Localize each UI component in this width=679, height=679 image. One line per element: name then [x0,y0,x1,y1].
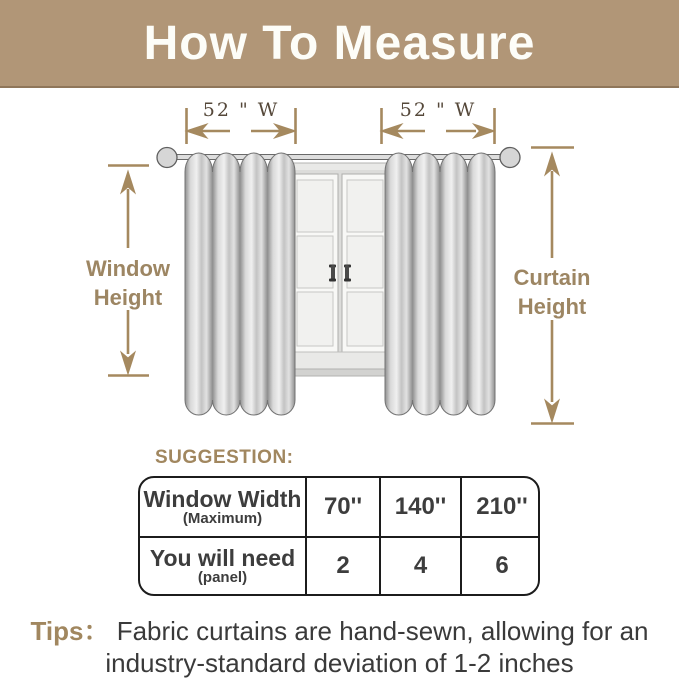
table-row-header [140,478,305,536]
window-sill [281,369,399,376]
tips-text: Fabric curtains are hand-sewn, allowing for an industry-standard deviation of 1-2 inches [105,616,649,678]
header-bar [0,0,679,88]
table-cell [305,478,379,536]
row-subtitle: (panel) [197,568,248,586]
rod-finial-left [157,148,177,168]
panel-width-label-right: 52 " W [399,99,477,121]
window [281,163,399,376]
tips-label: Tips： [30,616,110,646]
curtain-panel-right [385,153,495,415]
cell-value: 4 [413,552,428,579]
window-pane [297,236,333,288]
panel-width-label-left: 52 " W [202,99,280,121]
cell-value: 210'' [476,493,528,520]
cell-value: 6 [495,552,509,579]
table-cell [460,478,540,536]
rod-finial-right [500,148,520,168]
curtain-height-label: Curtain Height [513,265,591,319]
page-title: How To Measure [143,16,536,70]
window-pane [297,180,333,232]
measure-diagram [0,88,679,438]
row-title: Window Width [143,485,302,512]
arrow-right-icon [474,124,495,138]
table-cell [379,478,460,536]
suggestion-heading: SUGGESTION: [155,447,294,468]
arrow-down-icon [121,352,135,374]
window-pane [347,236,383,288]
suggestion-section [138,447,540,596]
table-row-header [140,536,305,594]
table-cell [379,536,460,594]
table-cell [305,536,379,594]
table-cell [460,536,540,594]
window-pane [347,180,383,232]
tips-section [27,616,652,679]
cell-value: 140'' [394,493,447,520]
row-subtitle: (Maximum) [182,509,263,527]
suggestion-table [138,476,540,596]
curtain-panel-left [185,153,295,415]
row-title: You will need [149,544,296,571]
arrow-down-icon [545,400,559,422]
window-height-label: Window Height [85,256,171,310]
cell-value: 2 [336,552,350,579]
window-pane [347,292,383,346]
window-pane [297,292,333,346]
cell-value: 70'' [323,493,363,520]
